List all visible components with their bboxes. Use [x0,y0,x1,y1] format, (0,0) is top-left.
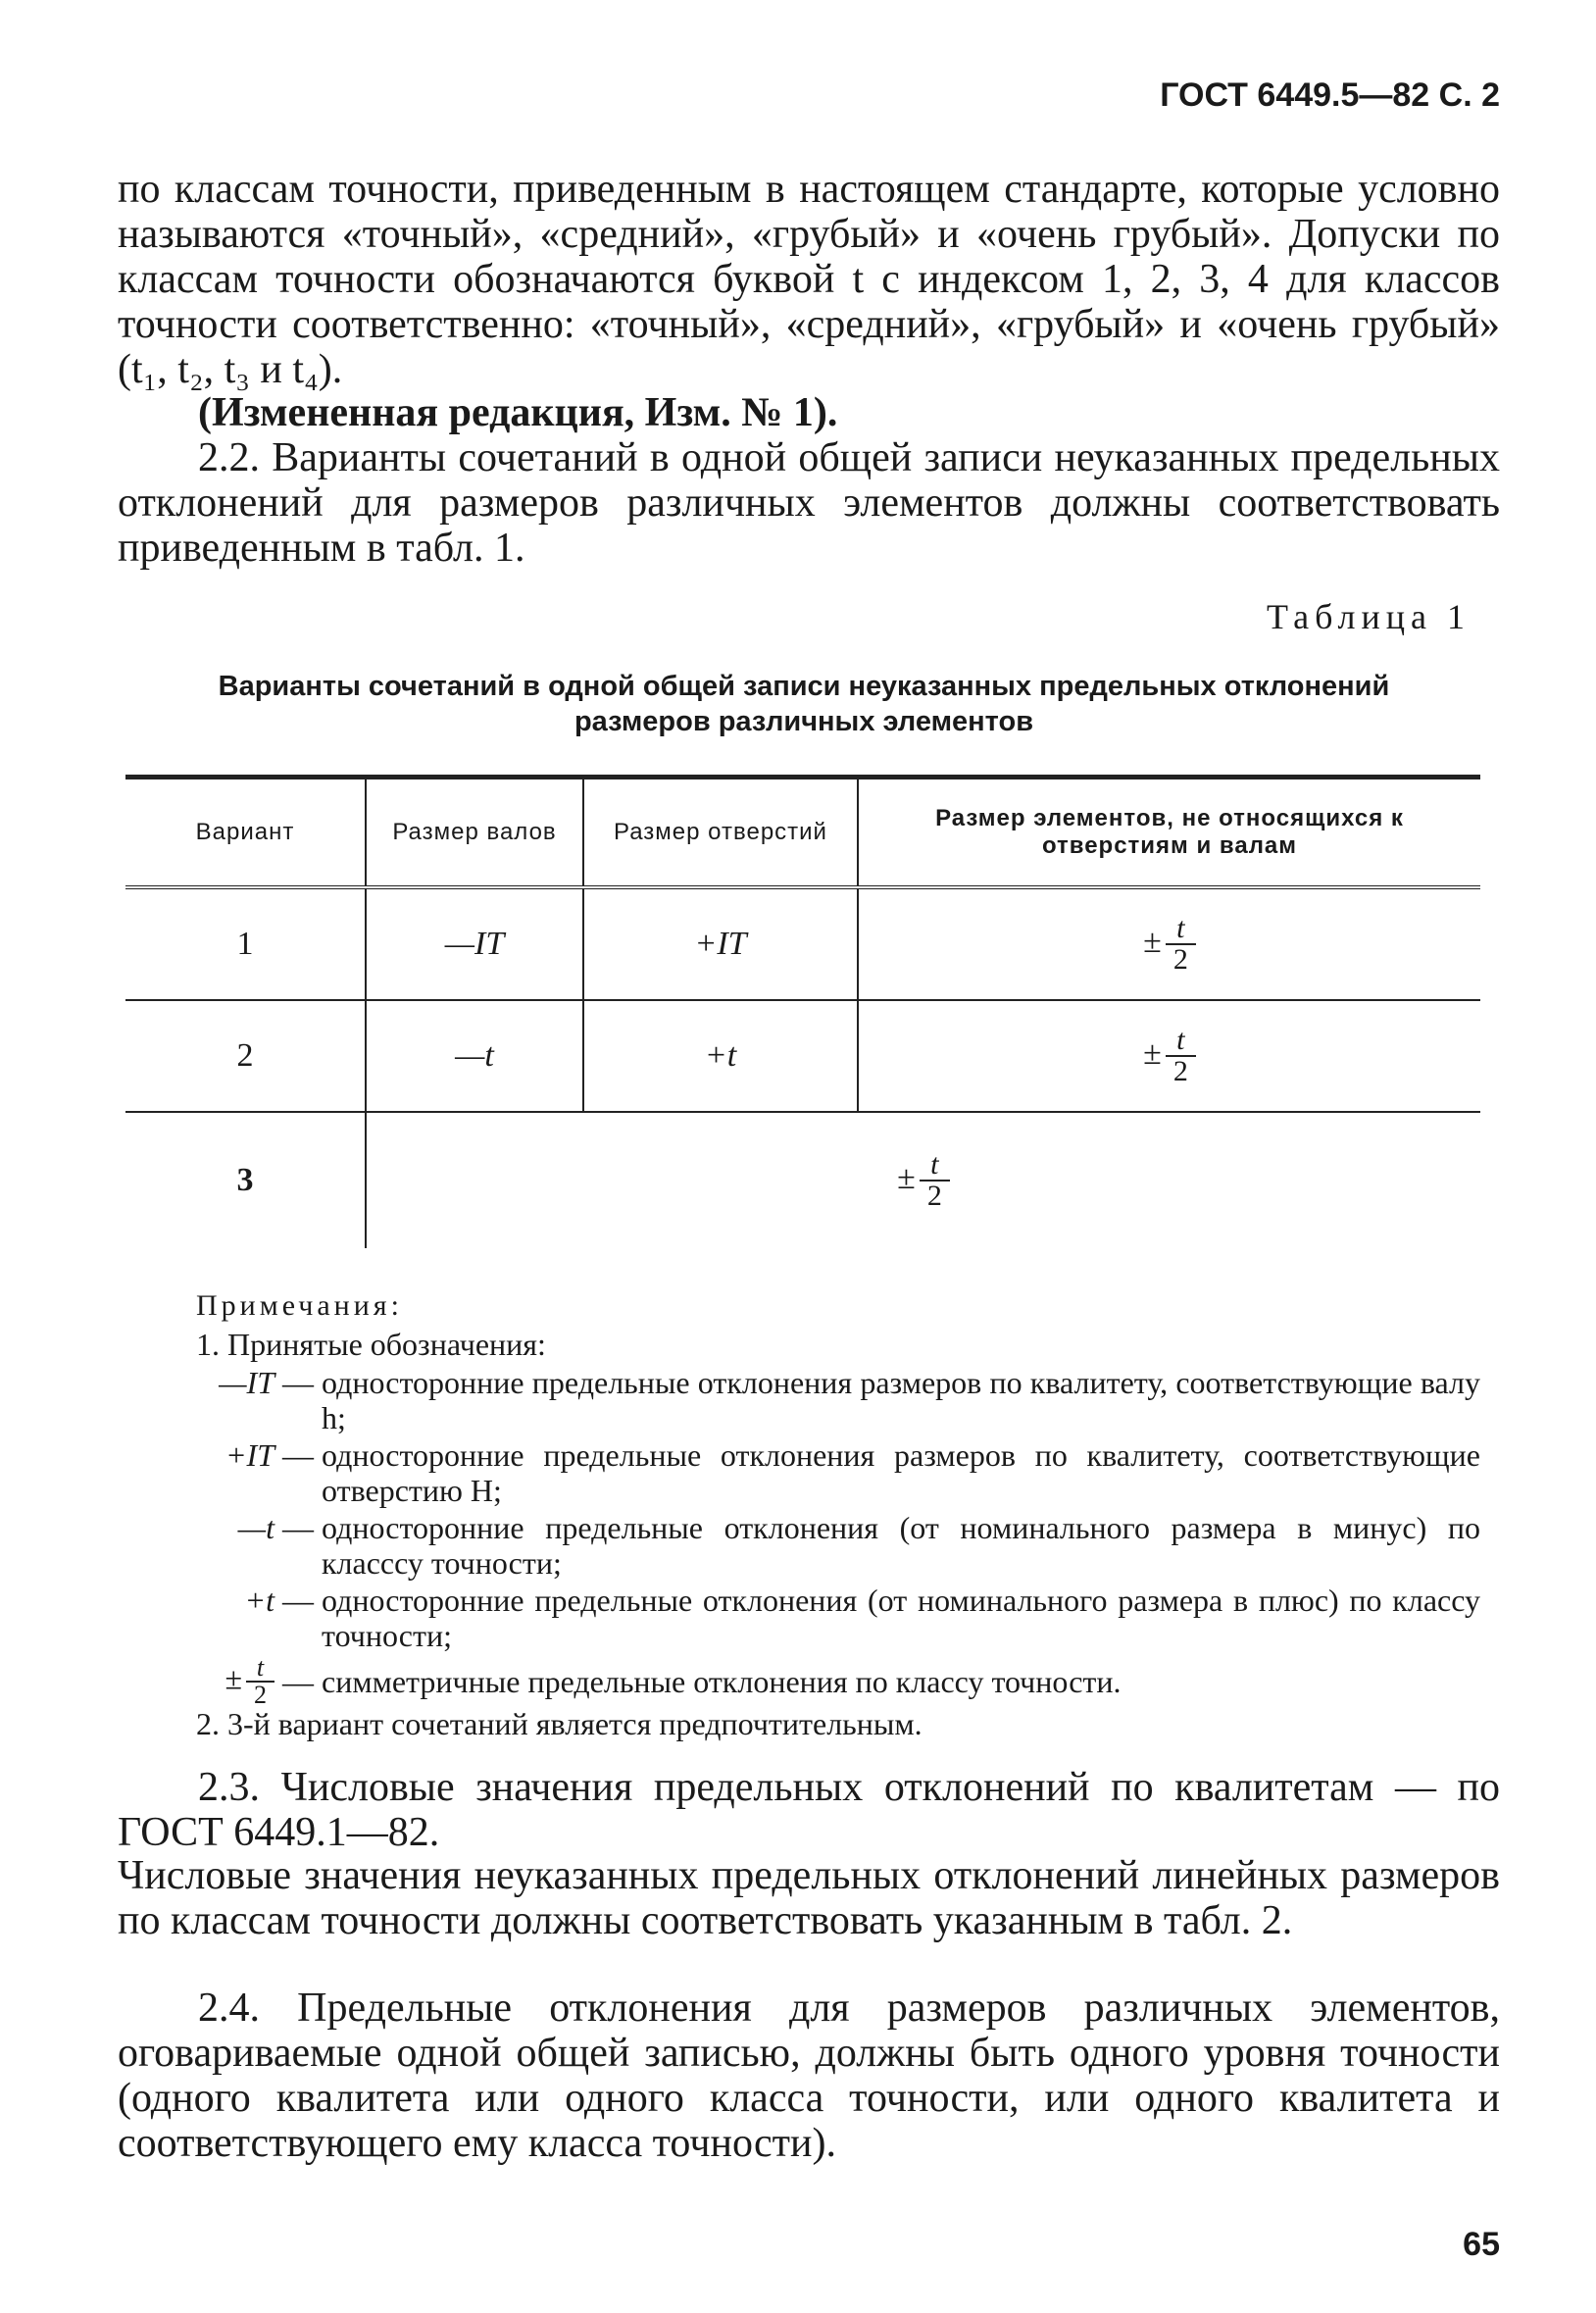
page-header: ГОСТ 6449.5—82 С. 2 [1160,76,1500,114]
note-1: 1. Принятые обозначения: [196,1327,546,1362]
notation-term-value: —IT [219,1365,274,1400]
fraction-numerator: t [256,1653,265,1682]
table-title: Варианты сочетаний в одной общей записи неуказанных предельных отклонений размеров различных элементов [218,671,1390,737]
plus-minus-sign: ± [1143,1034,1162,1072]
notation-item [118,1655,1480,1708]
notation-description: односторонние предельные отклонения (от номинального размера в минус) по класссу точности; [322,1510,1480,1581]
amendment-note: (Измененная редакция, Изм. № 1). [198,390,838,435]
fraction-numerator: t [1176,1024,1185,1056]
cell-shafts-value: —IT [444,926,505,962]
plus-minus-sign: ± [1143,923,1162,960]
notation-term [118,1655,274,1708]
note-2: 2. 3-й вариант сочетаний является предпочтительным. [196,1706,923,1741]
fraction-denominator: 2 [246,1681,274,1708]
table-label: Таблица 1 [1267,597,1471,636]
header-variant: Вариант [125,778,366,888]
table-row [125,887,1480,1000]
notation-description: симметричные предельные отклонения по классу точности. [322,1664,1122,1699]
table-row [125,1000,1480,1112]
variants-table [125,775,1480,1248]
fraction [920,1150,950,1211]
cell-other [858,1000,1480,1112]
cell-holes-value: +IT [694,926,747,962]
cell-variant [125,1112,366,1248]
paragraph-2-3-linear: Числовые значения неуказанных предельных отклонений линейных размеров по классам точности должны соответствовать указанным в табл. 2. [118,1853,1500,1943]
notation-item [118,1510,1480,1581]
fraction [246,1655,274,1708]
cell-merged [366,1112,1480,1248]
plus-minus-sign: ± [224,1660,242,1696]
paragraph-2-3: 2.3. Числовые значения предельных отклонений по квалитетам — по ГОСТ 6449.1—82. [118,1765,1500,1855]
paragraph-2-2: 2.2. Варианты сочетаний в одной общей записи неуказанных предельных отклонений для размеров различных элементов должны соответствовать приведенным в табл. 1. [118,435,1500,571]
cell-shafts [366,1000,583,1112]
cell-holes [583,887,858,1000]
notation-term [118,1583,274,1653]
cell-variant: 2 [125,1000,366,1112]
fraction-numerator: t [1176,912,1185,944]
fraction-denominator: 2 [1166,1055,1196,1086]
fraction-denominator: 2 [920,1180,950,1211]
cell-variant: 1 [125,887,366,1000]
paragraph-classes: по классам точности, приведенным в настоящем стандарте, которые условно называются «точный», «средний», «грубый» и «очень грубый». Допуски по классам точности обозначаются буквой t с индексом 1, 2, 3, 4 для классов точности соответственно: «точный», «средний», «грубый» и «очень грубый» (t₁, t₂, t₃ и t₄). [118,167,1500,392]
notation-dash: — [282,1365,314,1400]
fraction [1166,1026,1196,1086]
notation-term-value: +t [244,1583,274,1618]
table-row [125,1112,1480,1248]
header-shafts: Размер валов [366,778,583,888]
notation-term [118,1365,274,1435]
notation-description: односторонние предельные отклонения размеров по квалитету, соответствующие отверстию H; [322,1437,1480,1508]
cell-variant-value: 3 [236,1162,254,1198]
notation-dash: — [282,1664,314,1699]
plus-minus-sign: ± [897,1159,916,1196]
header-holes: Размер отверстий [583,778,858,888]
fraction-denominator: 2 [1166,943,1196,975]
paragraph-2-4: 2.4. Предельные отклонения для размеров различных элементов, оговариваемые одной общей записью, должны быть одного уровня точности (одного квалитета или одного класса точности, или одного квалитета и соответствующего ему класса точности). [118,1986,1500,2166]
notation-dash: — [282,1437,314,1473]
header-other-elements: Размер элементов, не относящихся к отверстиям и валам [858,778,1480,888]
notation-description: односторонние предельные отклонения размеров по квалитету, соответствующие валу h; [322,1365,1480,1435]
notation-item [118,1437,1480,1508]
cell-holes [583,1000,858,1112]
notation-dash: — [282,1510,314,1545]
table-header-row [125,778,1480,888]
fraction-numerator: t [930,1148,939,1181]
fraction [1166,914,1196,975]
notes-title: Примечания: [196,1289,403,1322]
cell-other [858,887,1480,1000]
cell-shafts-value: —t [455,1037,494,1074]
page-number: 65 [1463,2226,1500,2263]
notation-term [118,1510,274,1581]
notation-term-value: —t [237,1510,274,1545]
notation-description: односторонние предельные отклонения (от номинального размера в плюс) по классу точности; [322,1583,1480,1653]
cell-holes-value: +t [704,1037,737,1074]
notation-item [118,1365,1480,1435]
cell-shafts [366,887,583,1000]
notation-list [118,1365,1480,1710]
notation-dash: — [282,1583,314,1618]
notation-term-value: +IT [224,1437,274,1473]
notation-item [118,1583,1480,1653]
notation-term [118,1437,274,1508]
